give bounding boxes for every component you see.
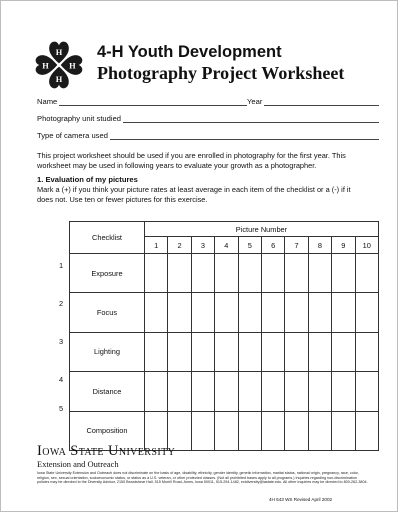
name-input-line[interactable]: [59, 97, 247, 106]
picture-number: 10: [355, 237, 378, 254]
rating-cell[interactable]: [355, 293, 378, 332]
name-label: Name: [37, 97, 58, 106]
svg-text:H: H: [42, 61, 49, 71]
year-field: [247, 97, 379, 106]
rating-cell[interactable]: [191, 293, 214, 332]
rating-cell[interactable]: [145, 332, 168, 371]
rating-cell[interactable]: [145, 293, 168, 332]
rating-cell[interactable]: [215, 254, 238, 293]
rating-cell[interactable]: [215, 332, 238, 371]
rating-cell[interactable]: [238, 332, 261, 371]
page-title: 4-H Youth Development: [97, 43, 282, 61]
picture-number: 5: [238, 237, 261, 254]
rating-cell[interactable]: [285, 332, 308, 371]
checklist-item-label: Lighting: [70, 332, 145, 371]
picture-number: 9: [332, 237, 355, 254]
rating-cell[interactable]: [191, 254, 214, 293]
item-number: 5: [59, 404, 64, 413]
rating-cell[interactable]: [355, 254, 378, 293]
rating-cell[interactable]: [355, 372, 378, 411]
rating-cell[interactable]: [285, 411, 308, 450]
picture-number-header: Picture Number: [145, 222, 379, 237]
section-title: 1. Evaluation of my pictures: [37, 175, 138, 184]
table-row: [70, 332, 379, 371]
svg-text:H: H: [55, 47, 63, 57]
rating-cell[interactable]: [308, 293, 331, 332]
publication-code: 4H 643 WS Revised April 2002: [269, 497, 333, 502]
year-input-line[interactable]: [264, 97, 379, 106]
rating-cell[interactable]: [261, 372, 284, 411]
rating-cell[interactable]: [168, 293, 191, 332]
item-number: 2: [59, 299, 64, 308]
picture-number: 2: [168, 237, 191, 254]
checklist-item-label: Exposure: [70, 254, 145, 293]
isu-logo: [37, 443, 175, 469]
intro-text: This project worksheet should be used if you are enrolled in photography for the first year. This worksheet may be used in following years to evaluate your growth as a photographer.: [37, 151, 346, 170]
extension-name: Extension and Outreach: [37, 459, 119, 469]
rating-cell[interactable]: [145, 254, 168, 293]
item-number: 4: [59, 375, 64, 384]
rating-cell[interactable]: [308, 254, 331, 293]
checklist-header: Checklist: [70, 222, 145, 254]
rating-cell[interactable]: [355, 411, 378, 450]
rating-cell[interactable]: [308, 332, 331, 371]
section-instructions: Mark a (+) if you think your picture rates at least average in each item of the checklist or a (-) if it does not. Use ten or fewer pictures for this exercise.: [37, 185, 351, 204]
rating-cell[interactable]: [261, 254, 284, 293]
unit-input-line[interactable]: [123, 114, 379, 123]
unit-field: [37, 114, 379, 123]
camera-input-line[interactable]: [110, 131, 379, 140]
name-field: [37, 97, 247, 106]
rating-cell[interactable]: [191, 372, 214, 411]
rating-cell[interactable]: [332, 332, 355, 371]
table-row: [70, 372, 379, 411]
rating-cell[interactable]: [238, 372, 261, 411]
rating-cell[interactable]: [308, 372, 331, 411]
university-name: Iowa State University: [37, 443, 176, 459]
rating-cell[interactable]: [285, 372, 308, 411]
picture-number: 8: [308, 237, 331, 254]
rating-cell[interactable]: [168, 254, 191, 293]
picture-number: 7: [285, 237, 308, 254]
svg-text:H: H: [69, 61, 76, 71]
rating-cell[interactable]: [191, 411, 214, 450]
checklist-item-label: Distance: [70, 372, 145, 411]
svg-text:H: H: [55, 74, 63, 84]
checklist-item-label: Focus: [70, 293, 145, 332]
rating-cell[interactable]: [145, 372, 168, 411]
table-row: [70, 254, 379, 293]
page-subtitle: Photography Project Worksheet: [97, 63, 345, 83]
rating-cell[interactable]: [332, 411, 355, 450]
picture-number: 1: [145, 237, 168, 254]
table-row: [70, 293, 379, 332]
rating-cell[interactable]: [308, 411, 331, 450]
rating-cell[interactable]: [191, 332, 214, 371]
rating-cell[interactable]: [168, 332, 191, 371]
rating-cell[interactable]: [285, 254, 308, 293]
rating-cell[interactable]: [261, 332, 284, 371]
rating-cell[interactable]: [261, 293, 284, 332]
item-number: 3: [59, 337, 64, 346]
four-leaf-clover-icon: [31, 37, 87, 93]
disclaimer-text: Iowa State University Extension and Outreach does not discriminate on the basis of age, disability, ethnicity, gender identity, genetic information, marital status, national origin, pregnancy, race, color, religion, sex, sexual orientation, socioeconomic status, or status as a U.S. veteran, or other protected classes. (Not all prohibited bases apply to all programs.) Inquiries regarding non-discrimination policies may be directed to the Diversity Advisor, 2150 Beardshear Hall, 515 Morrill Road, Ames, Iowa 50011, 515-294-1482, extdiversity@iastate.edu. All other inquiries may be directed to 800-262-3804.: [37, 471, 368, 485]
checklist-item-label: Composition: [70, 411, 145, 450]
camera-label: Type of camera used: [37, 131, 108, 140]
rating-cell[interactable]: [215, 293, 238, 332]
picture-number: 3: [191, 237, 214, 254]
rating-cell[interactable]: [215, 411, 238, 450]
checklist-table: [69, 221, 379, 451]
rating-cell[interactable]: [238, 254, 261, 293]
rating-cell[interactable]: [168, 372, 191, 411]
rating-cell[interactable]: [332, 293, 355, 332]
rating-cell[interactable]: [355, 332, 378, 371]
unit-label: Photography unit studied: [37, 114, 122, 123]
picture-number: 6: [261, 237, 284, 254]
rating-cell[interactable]: [285, 293, 308, 332]
rating-cell[interactable]: [261, 411, 284, 450]
rating-cell[interactable]: [238, 293, 261, 332]
year-label: Year: [247, 97, 263, 106]
rating-cell[interactable]: [332, 372, 355, 411]
rating-cell[interactable]: [238, 411, 261, 450]
picture-number: 4: [215, 237, 238, 254]
item-number: 1: [59, 261, 64, 270]
rating-cell[interactable]: [332, 254, 355, 293]
rating-cell[interactable]: [215, 372, 238, 411]
camera-field: [37, 131, 379, 140]
